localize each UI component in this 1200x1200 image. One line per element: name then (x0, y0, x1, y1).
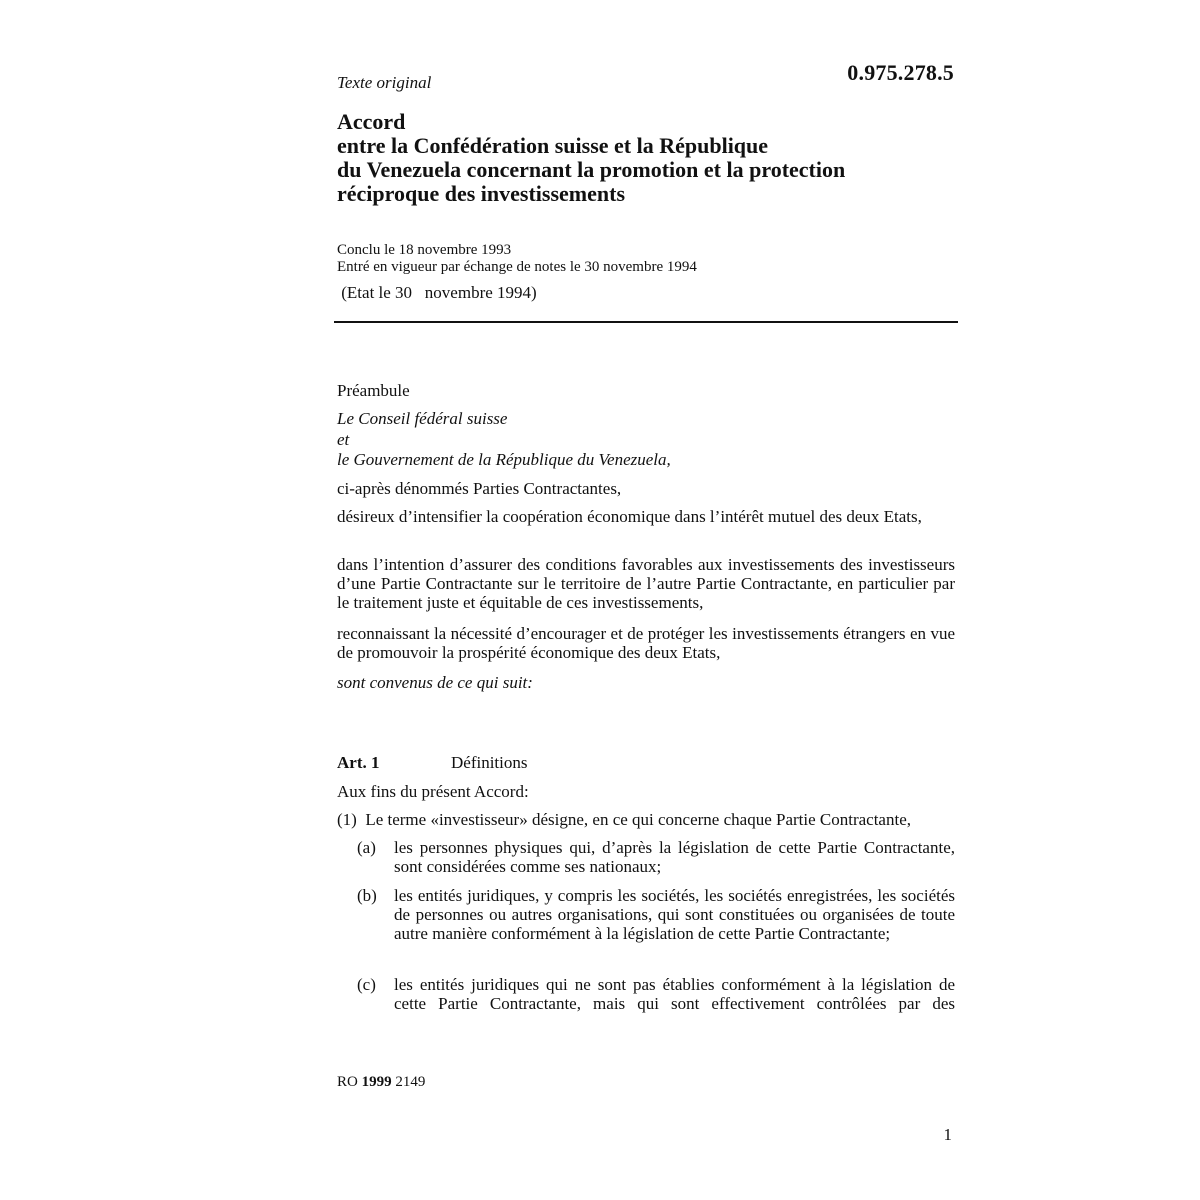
header-divider (334, 321, 958, 323)
ro-year: 1999 (361, 1074, 392, 1090)
document-dates (337, 242, 697, 276)
preamble-paragraph: ci-après dénommés Parties Contractantes, (337, 479, 622, 498)
list-item-b (357, 886, 955, 943)
list-item-label: (c) (357, 975, 376, 994)
list-item-text: les entités juridiques qui ne sont pas établies conformément à la législation de cette Partie Contractante, mais qui sont effectivement contrôlées par des (394, 975, 955, 1013)
article-heading (337, 753, 528, 773)
entry-into-force: Entré en vigueur par échange de notes le 30 novembre 1994 (337, 259, 697, 275)
preamble-paragraph: désireux d’intensifier la coopération économique dans l’intérêt mutuel des deux Etats, (337, 507, 922, 526)
list-item-c (357, 975, 955, 1013)
document-page (337, 0, 957, 1200)
preamble-paragraph: dans l’intention d’assurer des conditions favorables aux investissements des investisseurs d’une Partie Contractante sur le territoire de l’autre Partie Contractante, en particulier par le traitement juste et équitable de ces investissements, (337, 555, 955, 612)
preamble-party-1: Le Conseil fédéral suisse (337, 409, 508, 428)
title-line: du Venezuela concernant la promotion et la protection (337, 157, 846, 182)
ro-prefix: RO (337, 1074, 362, 1090)
title-line: entre la Confédération suisse et la République (337, 133, 769, 158)
preamble-closing: sont convenus de ce qui suit: (337, 673, 533, 692)
list-item-text: les entités juridiques, y compris les sociétés, les sociétés enregistrées, les sociétés de personnes ou autres organisations, qui sont constituées ou organisées de toute autre manière conformément à la législation de cette Partie Contractante; (394, 886, 955, 943)
list-item-label: (b) (357, 886, 377, 905)
texte-original-label: Texte original (337, 73, 432, 92)
sr-number: 0.975.278.5 (847, 60, 954, 85)
article-paragraph-1: (1) Le terme «investisseur» désigne, en ce qui concerne chaque Partie Contractante, (337, 810, 911, 829)
article-title: Définitions (451, 753, 528, 772)
preamble-heading: Préambule (337, 381, 410, 400)
list-item-a (357, 838, 955, 876)
status-date: (Etat le 30 novembre 1994) (337, 283, 537, 302)
page-number: 1 (943, 1125, 952, 1144)
title-line: réciproque des investissements (337, 181, 626, 206)
conclusion-date: Conclu le 18 novembre 1993 (337, 242, 512, 258)
preamble-paragraph: reconnaissant la nécessité d’encourager et de protéger les investissements étrangers en vue de promouvoir la prospérité économique des deux Etats, (337, 624, 955, 662)
article-intro: Aux fins du présent Accord: (337, 782, 529, 801)
preamble-party-2: le Gouvernement de la République du Venezuela, (337, 450, 671, 469)
ro-page: 2149 (391, 1074, 426, 1090)
list-item-text: les personnes physiques qui, d’après la législation de cette Partie Contractante, sont considérées comme ses nationaux; (394, 838, 955, 876)
list-item-label: (a) (357, 838, 376, 857)
official-compilation-reference (337, 1074, 425, 1091)
title-line: Accord (337, 109, 406, 134)
preamble-et: et (337, 430, 350, 449)
document-title (337, 110, 937, 206)
article-number: Art. 1 (337, 753, 380, 772)
